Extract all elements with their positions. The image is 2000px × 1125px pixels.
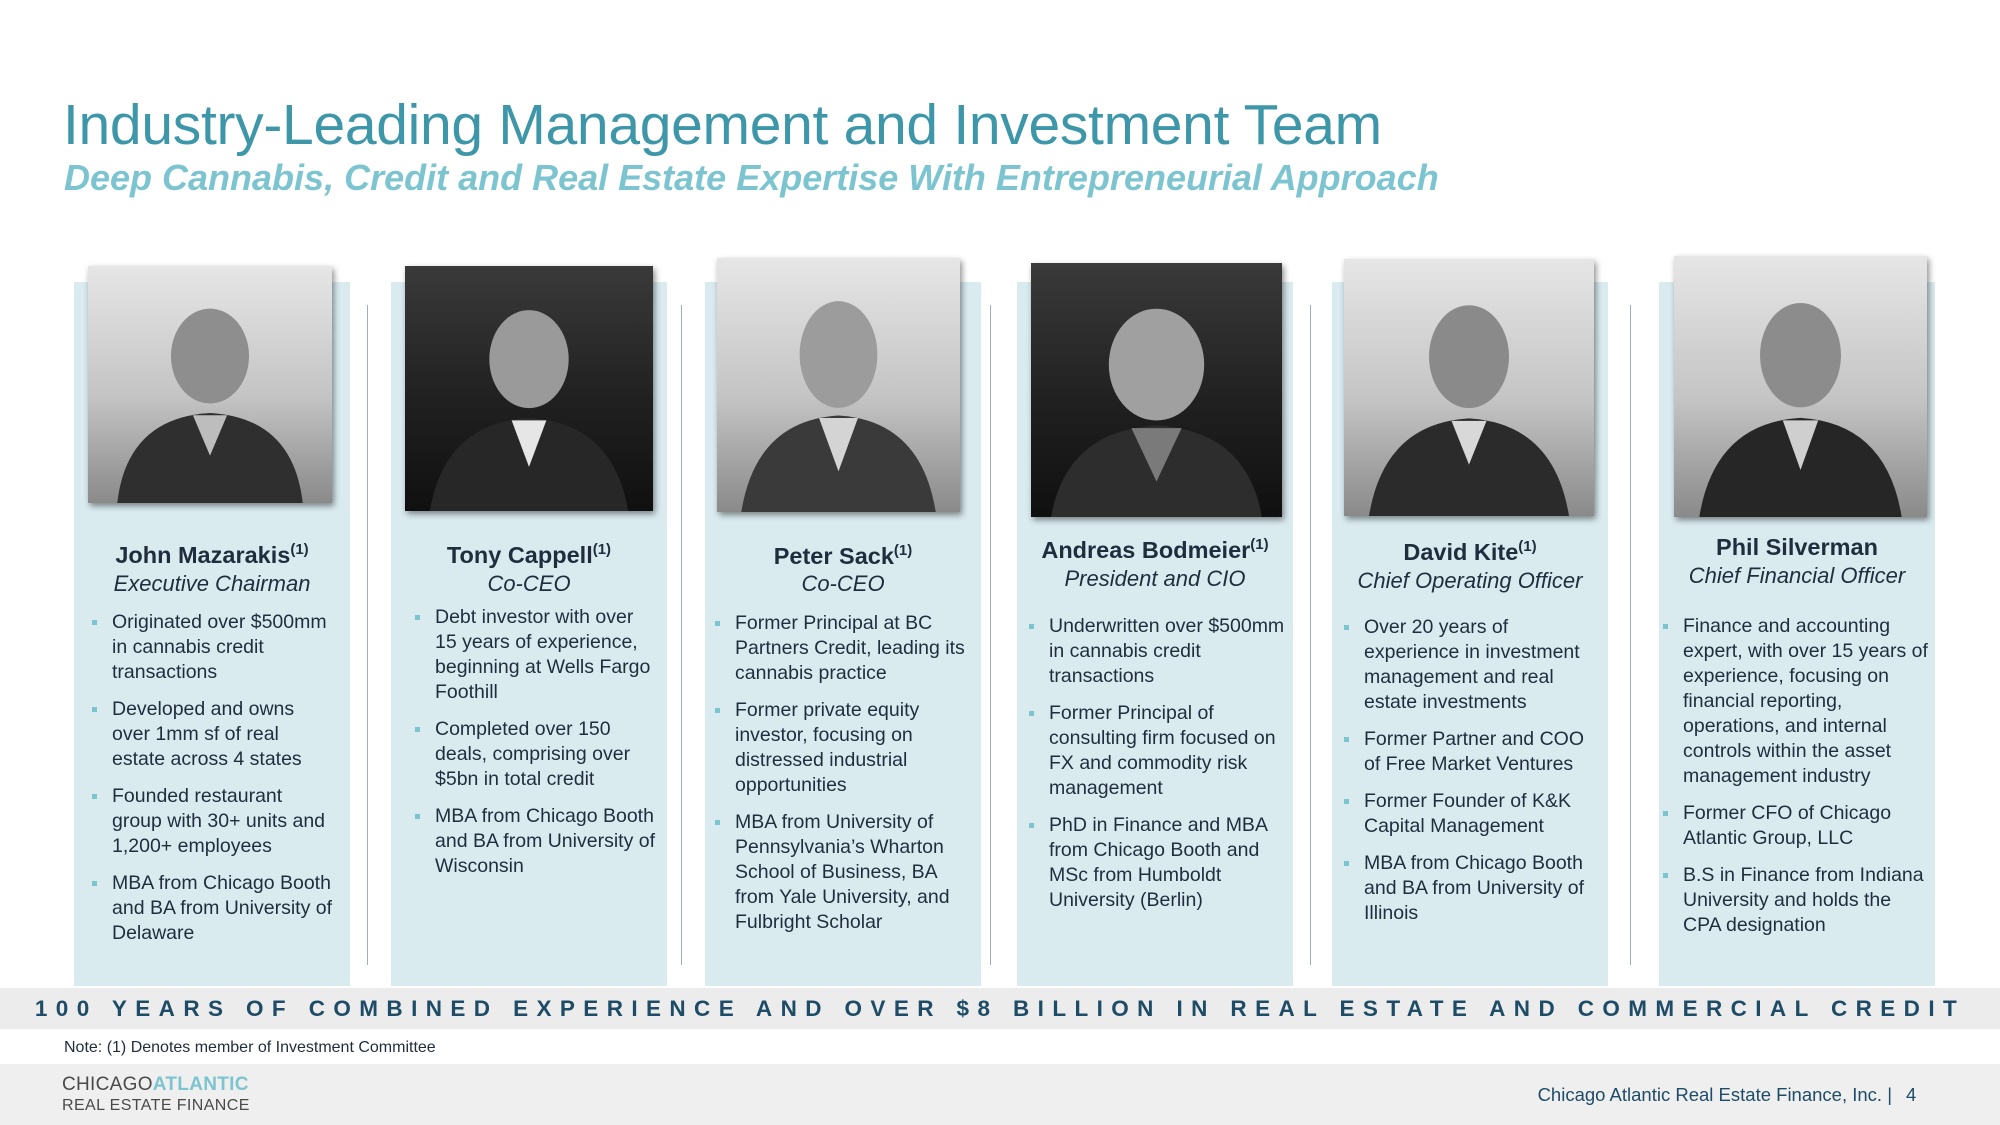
column-divider [1630, 305, 1631, 965]
person-silhouette-icon [717, 258, 960, 512]
member-role: Co-CEO [487, 571, 571, 596]
summary-banner-text: 100 YEARS OF COMBINED EXPERIENCE AND OVER $8 BILLION IN REAL ESTATE AND COMMERCIAL CREDIT [34, 995, 1966, 1021]
logo-text-subline: REAL ESTATE FINANCE [62, 1097, 250, 1114]
member-role: Chief Financial Officer [1688, 563, 1906, 588]
bullet-item: Former Principal at BC Partners Credit, leading its cannabis practice [735, 611, 971, 686]
person-silhouette-icon [1674, 256, 1927, 517]
page-title: Industry-Leading Management and Investment Team [63, 93, 1382, 157]
column-divider [681, 305, 682, 965]
person-silhouette-icon [88, 266, 332, 503]
bullet-item: Developed and owns over 1mm sf of real estate across 4 states [112, 697, 334, 772]
portrait-photo [1344, 259, 1594, 516]
member-bullets [1683, 614, 1929, 950]
bullet-item: Debt investor with over 15 years of experience, beginning at Wells Fargo Foothill [435, 605, 659, 705]
bullet-item: Former Partner and COO of Free Market Ventures [1364, 727, 1600, 777]
bullet-item: MBA from Chicago Booth and BA from University of Delaware [112, 872, 333, 944]
bullet-item: Underwritten over $500mm in cannabis credit transactions [1049, 615, 1285, 687]
member-name: Tony Cappell$^{(1)}$ [446, 541, 612, 568]
bullet-item: Completed over 150 deals, comprising over $5bn in total credit [435, 717, 659, 792]
bullet-item: Founded restaurant group with 30+ units and 1,200+ employees [112, 784, 334, 859]
portrait-photo [1674, 256, 1927, 517]
logo-text-atlantic: ATLANTIC [152, 1074, 249, 1095]
bullet-item: MBA from University of Pennsylvania’s Wharton School of Business, BA from Yale University, and Fulbright Scholar [735, 810, 971, 935]
page-number: 4 [1906, 1084, 1917, 1105]
summary-banner [0, 988, 2000, 1029]
member-name: John Mazarakis$^{(1)}$ [115, 541, 309, 568]
logo-text-chicago: CHICAGO [62, 1074, 153, 1095]
member-role: President and CIO [1064, 566, 1246, 591]
person-silhouette-icon [1031, 263, 1282, 517]
company-logo [62, 1074, 250, 1116]
member-bullets [735, 611, 971, 947]
member-role: Executive Chairman [113, 571, 311, 596]
member-bullets [112, 610, 334, 958]
footer-company-name: Chicago Atlantic Real Estate Finance, Inc. | [1537, 1084, 1892, 1105]
bullet-item: Former Principal of consulting firm focused on FX and commodity risk management [1049, 701, 1285, 801]
column-divider [990, 305, 991, 965]
person-silhouette-icon [405, 266, 653, 511]
member-name: David Kite$^{(1)}$ [1403, 538, 1537, 565]
member-name: Andreas Bodmeier$^{(1)}$ [1041, 536, 1269, 563]
bullet-item: MBA from Chicago Booth and BA from University of Illinois [1364, 851, 1600, 926]
person-silhouette-icon [1344, 259, 1594, 516]
bullet-item: Originated over $500mm in cannabis credit transactions [112, 610, 334, 685]
bullet-item: MBA from Chicago Booth and BA from University of Wisconsin [435, 804, 659, 879]
portrait-photo [717, 258, 960, 512]
footnote: Note: (1) Denotes member of Investment Committee [64, 1039, 436, 1056]
bullet-item: Former Founder of K&K Capital Management [1364, 789, 1600, 839]
page-subtitle: Deep Cannabis, Credit and Real Estate Expertise With Entrepreneurial Approach [64, 157, 1439, 198]
portrait-photo [405, 266, 653, 511]
bullet-item: Finance and accounting expert, with over 15 years of experience, focusing on financial reporting, operations, and internal controls within the asset management industry [1683, 615, 1928, 787]
bullet-item: B.S in Finance from Indiana University and holds the CPA designation [1683, 863, 1929, 938]
member-name: Peter Sack$^{(1)}$ [773, 542, 913, 569]
bullet-item: Former CFO of Chicago Atlantic Group, LLC [1683, 801, 1929, 851]
member-bullets [1364, 615, 1600, 938]
member-name: Phil Silverman [1716, 534, 1878, 560]
member-bullets [1049, 614, 1285, 925]
column-divider [1310, 305, 1311, 965]
bullet-item: PhD in Finance and MBA from Chicago Booth and MSc from Humboldt University (Berlin) [1049, 813, 1285, 913]
member-bullets [435, 605, 659, 891]
bullet-item: Former private equity investor, focusing on distressed industrial opportunities [735, 698, 971, 798]
member-role: Chief Operating Officer [1357, 568, 1583, 593]
portrait-photo [88, 266, 332, 503]
bullet-item: Over 20 years of experience in investment management and real estate investments [1364, 615, 1600, 715]
column-divider [367, 305, 368, 965]
portrait-photo [1031, 263, 1282, 517]
member-role: Co-CEO [801, 571, 885, 596]
